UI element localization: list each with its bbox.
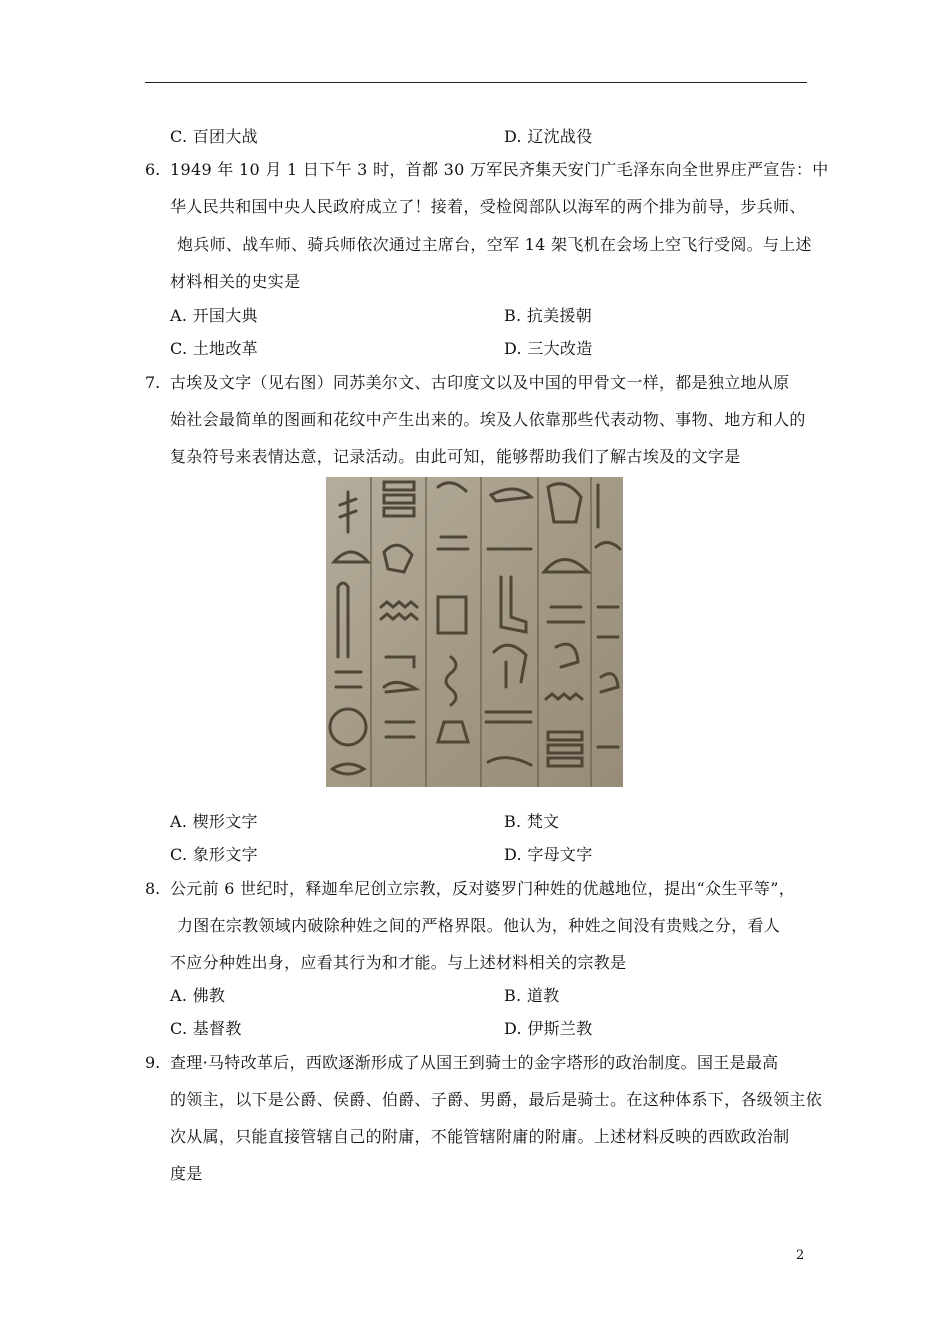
q9-line-2: 的领主，以下是公爵、侯爵、伯爵、子爵、男爵，最后是骑士。在这种体系下，各级领主依: [170, 1090, 823, 1109]
hieroglyph-image: [326, 477, 623, 787]
q7-number: 7.: [145, 373, 161, 392]
q6-line-4: 材料相关的史实是: [170, 272, 301, 291]
q8-option-a: A. 佛教: [170, 986, 226, 1005]
q6-line-1: 1949 年 10 月 1 日下午 3 时，首都 30 万军民齐集天安门广毛泽东向全世界庄严宣告：中: [170, 160, 829, 179]
q8-option-d: D. 伊斯兰教: [504, 1019, 593, 1038]
q7-option-b: B. 梵文: [504, 812, 560, 831]
q8-line-3: 不应分种姓出身，应看其行为和才能。与上述材料相关的宗教是: [170, 953, 627, 972]
header-rule: [145, 82, 807, 83]
q7-option-c: C. 象形文字: [170, 845, 258, 864]
q6-option-a: A. 开国大典: [170, 306, 258, 325]
q5-option-d: D. 辽沈战役: [504, 127, 593, 146]
q9-line-3: 次从属，只能直接管辖自己的附庸，不能管辖附庸的附庸。上述材料反映的西欧政治制: [170, 1127, 790, 1146]
q9-number: 9.: [145, 1053, 161, 1072]
q6-option-c: C. 土地改革: [170, 339, 258, 358]
q8-line-2: 力图在宗教领域内破除种姓之间的严格界限。他认为，种姓之间没有贵贱之分，看人: [177, 916, 781, 935]
q9-line-4: 度是: [170, 1164, 203, 1183]
q8-line-1: 公元前 6 世纪时，释迦牟尼创立宗教，反对婆罗门种姓的优越地位，提出“众生平等”，: [170, 879, 796, 898]
q7-line-1: 古埃及文字（见右图）同苏美尔文、古印度文以及中国的甲骨文一样，都是独立地从原: [170, 373, 790, 392]
q6-line-2: 华人民共和国中央人民政府成立了！接着，受检阅部队以海军的两个排为前导，步兵师、: [170, 197, 806, 216]
q6-line-3: 炮兵师、战车师、骑兵师依次通过主席台，空军 14 架飞机在会场上空飞行受阅。与上述: [177, 235, 812, 254]
q7-option-a: A. 楔形文字: [170, 812, 258, 831]
q8-option-c: C. 基督教: [170, 1019, 242, 1038]
q5-option-c: C. 百团大战: [170, 127, 258, 146]
q8-number: 8.: [145, 879, 161, 898]
q9-line-1: 查理·马特改革后，西欧逐渐形成了从国王到骑士的金字塔形的政治制度。国王是最高: [170, 1053, 779, 1072]
q6-option-b: B. 抗美援朝: [504, 306, 593, 325]
q6-number: 6.: [145, 160, 161, 179]
q7-line-3: 复杂符号来表情达意，记录活动。由此可知，能够帮助我们了解古埃及的文字是: [170, 447, 741, 466]
page-number: 2: [796, 1248, 805, 1263]
q6-option-d: D. 三大改造: [504, 339, 593, 358]
q8-option-b: B. 道教: [504, 986, 560, 1005]
q7-line-2: 始社会最简单的图画和花纹中产生出来的。埃及人依靠那些代表动物、事物、地方和人的: [170, 410, 806, 429]
q7-option-d: D. 字母文字: [504, 845, 593, 864]
